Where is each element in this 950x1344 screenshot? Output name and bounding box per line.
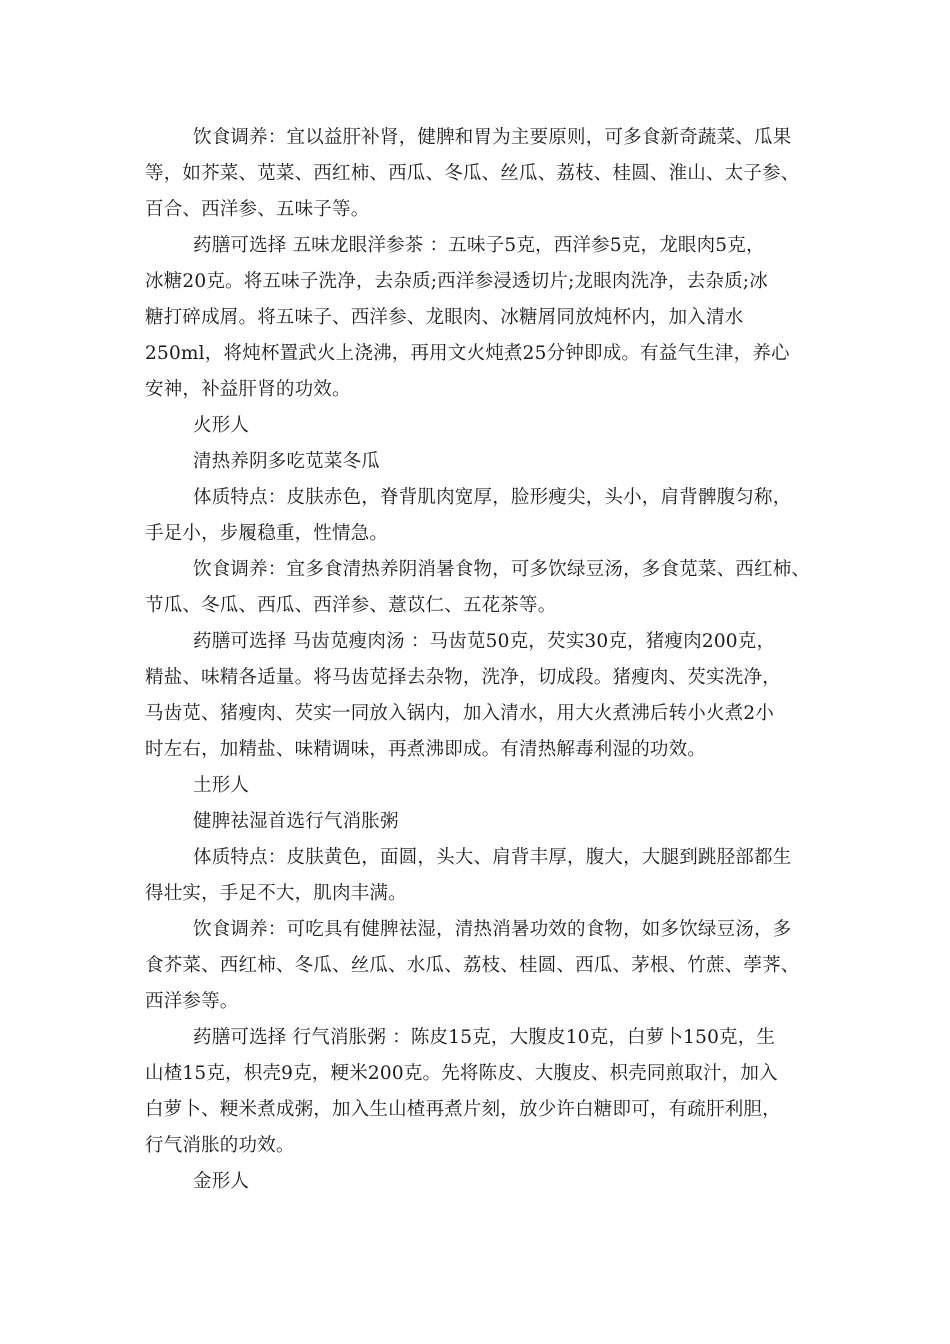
paragraph-line: 药膳可选择 行气消胀粥 ：陈皮15克，大腹皮10克，白萝卜150克，生 bbox=[193, 1027, 776, 1048]
paragraph-line: 节瓜、冬瓜、西瓜、西洋参、薏苡仁、五花茶等。 bbox=[145, 595, 557, 616]
paragraph-line: 白萝卜、粳米煮成粥，加入生山楂再煮片刻，放少许白糖即可，有疏肝利胆， bbox=[145, 1099, 781, 1120]
paragraph-line: 山楂15克，枳壳9克，粳米200克。先将陈皮、大腹皮、枳壳同煎取汁，加入 bbox=[145, 1063, 778, 1084]
paragraph-line: 食芥菜、西红柿、冬瓜、丝瓜、水瓜、荔枝、桂圆、西瓜、茅根、竹蔗、荸荠、 bbox=[145, 955, 800, 976]
paragraph-line: 精盐、味精各适量。将马齿苋择去杂物，洗净，切成段。猪瘦肉、芡实洗净， bbox=[145, 667, 781, 688]
paragraph-line: 饮食调养：宜以益肝补肾，健脾和胃为主要原则，可多食新奇蔬菜、瓜果 bbox=[193, 127, 792, 148]
paragraph-line: 药膳可选择 马齿苋瘦肉汤 ：马齿苋50克，芡实30克，猪瘦肉200克， bbox=[193, 631, 776, 652]
paragraph-line: 行气消胀的功效。 bbox=[145, 1135, 295, 1156]
paragraph-line: 体质特点：皮肤赤色，脊背肌肉宽厚，脸形瘦尖，头小，肩背髀腹匀称， bbox=[193, 487, 792, 508]
paragraph-line: 冰糖20克。将五味子洗净，去杂质;西洋参浸透切片;龙眼肉洗净，去杂质;冰 bbox=[145, 271, 768, 292]
paragraph-line: 饮食调养：宜多食清热养阴消暑食物，可多饮绿豆汤，多食苋菜、西红柿、 bbox=[193, 559, 811, 580]
section-subheading: 清热养阴多吃苋菜冬瓜 bbox=[193, 451, 381, 472]
paragraph-line: 250ml，将炖杯置武火上浇沸，再用文火炖煮25分钟即成。有益气生津，养心 bbox=[145, 343, 790, 364]
paragraph-line: 西洋参等。 bbox=[145, 991, 239, 1012]
paragraph-line: 等，如芥菜、苋菜、西红柿、西瓜、冬瓜、丝瓜、荔枝、桂圆、淮山、太子参、 bbox=[145, 163, 800, 184]
section-subheading: 健脾祛湿首选行气消胀粥 bbox=[193, 811, 399, 832]
paragraph-line: 药膳可选择 五味龙眼洋参茶 ：五味子5克，西洋参5克，龙眼肉5克， bbox=[193, 235, 765, 256]
section-heading: 火形人 bbox=[193, 415, 250, 436]
paragraph-line: 手足小，步履稳重，性情急。 bbox=[145, 523, 389, 544]
paragraph-line: 时左右，加精盐、味精调味，再煮沸即成。有清热解毒利湿的功效。 bbox=[145, 739, 707, 760]
paragraph-line: 百合、西洋参、五味子等。 bbox=[145, 199, 370, 220]
section-heading: 土形人 bbox=[193, 775, 250, 796]
paragraph-line: 安神，补益肝肾的功效。 bbox=[145, 379, 351, 400]
section-heading: 金形人 bbox=[193, 1171, 250, 1192]
paragraph-line: 得壮实，手足不大，肌肉丰满。 bbox=[145, 883, 407, 904]
paragraph-line: 饮食调养：可吃具有健脾祛湿，清热消暑功效的食物，如多饮绿豆汤，多 bbox=[193, 919, 792, 940]
paragraph-line: 体质特点：皮肤黄色，面圆，头大、肩背丰厚，腹大，大腿到跳胫部都生 bbox=[193, 847, 792, 868]
paragraph-line: 马齿苋、猪瘦肉、芡实一同放入锅内，加入清水，用大火煮沸后转小火煮2小 bbox=[145, 703, 775, 724]
paragraph-line: 糖打碎成屑。将五味子、西洋参、龙眼肉、冰糖屑同放炖杯内，加入清水 bbox=[145, 307, 744, 328]
